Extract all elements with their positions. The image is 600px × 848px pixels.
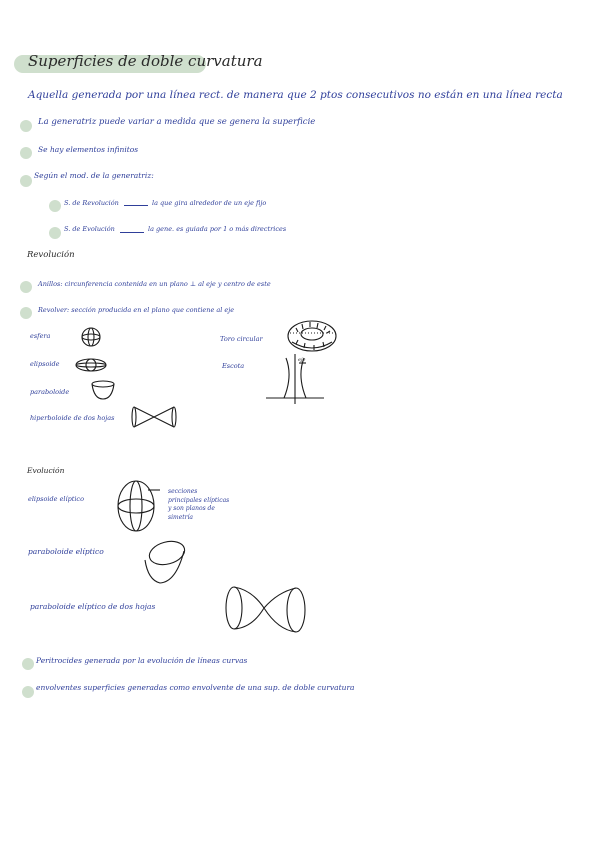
ellipsoid-note-line: simetría bbox=[168, 513, 194, 521]
bullet-dot bbox=[20, 175, 32, 187]
shape-label-hiperboloide: hiperboloide de dos hojas bbox=[30, 414, 115, 422]
bullet-text: Según el mod. de la generatriz: bbox=[34, 171, 154, 180]
sub-bullet-dot bbox=[49, 200, 61, 212]
axis-label: eje bbox=[298, 357, 306, 363]
shape-label-toro: Toro circular bbox=[220, 335, 263, 343]
bullet-dot bbox=[20, 120, 32, 132]
ellipsoid-note bbox=[168, 488, 229, 522]
ellipsoid-note-line: secciones bbox=[168, 488, 198, 495]
shape-label-elipsoide: elipsoide bbox=[30, 360, 60, 368]
bullet-dot bbox=[20, 307, 32, 319]
sphere-icon bbox=[80, 326, 102, 348]
bullet-text: envolventes superficies generadas como envolvente de una sup. de doble curvatura bbox=[36, 683, 355, 692]
sub-bullet-desc: la que gira alrededor de un eje fijo bbox=[152, 199, 267, 207]
bullet-text: Anillos: circunferencia contenida en un plano ⊥ al eje y centro de este bbox=[38, 280, 271, 288]
sub-bullet-label: S. de Revolución bbox=[64, 199, 119, 207]
ellipsoid-note-line: y son planos de bbox=[168, 505, 215, 512]
sub-bullet-desc: la gene. es guiada por 1 o más directrices bbox=[148, 225, 287, 233]
shape-label-paraboloide-dos-hojas: paraboloide elíptico de dos hojas bbox=[30, 602, 156, 611]
arrow-line bbox=[120, 232, 144, 233]
bullet-dot bbox=[20, 147, 32, 159]
bullet-text: Revolver: sección producida en el plano que contiene al eje bbox=[38, 306, 235, 314]
shape-label-paraboloide: paraboloide bbox=[30, 388, 70, 396]
definition-text: Aquella generada por una línea rect. de manera que 2 ptos consecutivos no están en una línea recta bbox=[28, 89, 563, 101]
shape-label-escota: Escota bbox=[222, 362, 245, 370]
ellipsoid-icon bbox=[74, 357, 108, 373]
elliptic-paraboloid-icon bbox=[138, 538, 188, 586]
section-heading-evolucion: Evolución bbox=[27, 466, 65, 475]
section-heading-revolucion: Revolución bbox=[27, 250, 75, 260]
bullet-dot bbox=[22, 658, 34, 670]
shape-label-paraboloide-eliptico: paraboloide elíptico bbox=[28, 547, 104, 556]
ellipsoid-note-line: principales elípticas bbox=[168, 496, 230, 504]
torus-icon bbox=[286, 318, 338, 354]
sub-bullet-label: S. de Evolución bbox=[64, 225, 115, 233]
two-sheet-hyperboloid-icon bbox=[130, 404, 178, 430]
bullet-text: Peritrocides generada por la evolución de líneas curvas bbox=[36, 656, 248, 665]
bullet-text: La generatriz puede variar a medida que se genera la superficie bbox=[38, 117, 316, 127]
elliptic-ellipsoid-icon bbox=[114, 478, 162, 534]
paraboloid-icon bbox=[90, 379, 116, 403]
page-title: Superficies de doble curvatura bbox=[28, 52, 263, 70]
two-sheet-elliptic-icon bbox=[224, 582, 310, 638]
shape-label-esfera: esfera bbox=[30, 332, 51, 340]
bullet-dot bbox=[22, 686, 34, 698]
bullet-text: Se hay elementos infinitos bbox=[38, 145, 139, 154]
arrow-line bbox=[124, 205, 148, 206]
sub-bullet-dot bbox=[49, 227, 61, 239]
shape-label-elipsoide-eliptico: elipsoide elíptico bbox=[28, 495, 84, 503]
bullet-dot bbox=[20, 281, 32, 293]
hyperboloid-axis-icon bbox=[266, 354, 324, 404]
